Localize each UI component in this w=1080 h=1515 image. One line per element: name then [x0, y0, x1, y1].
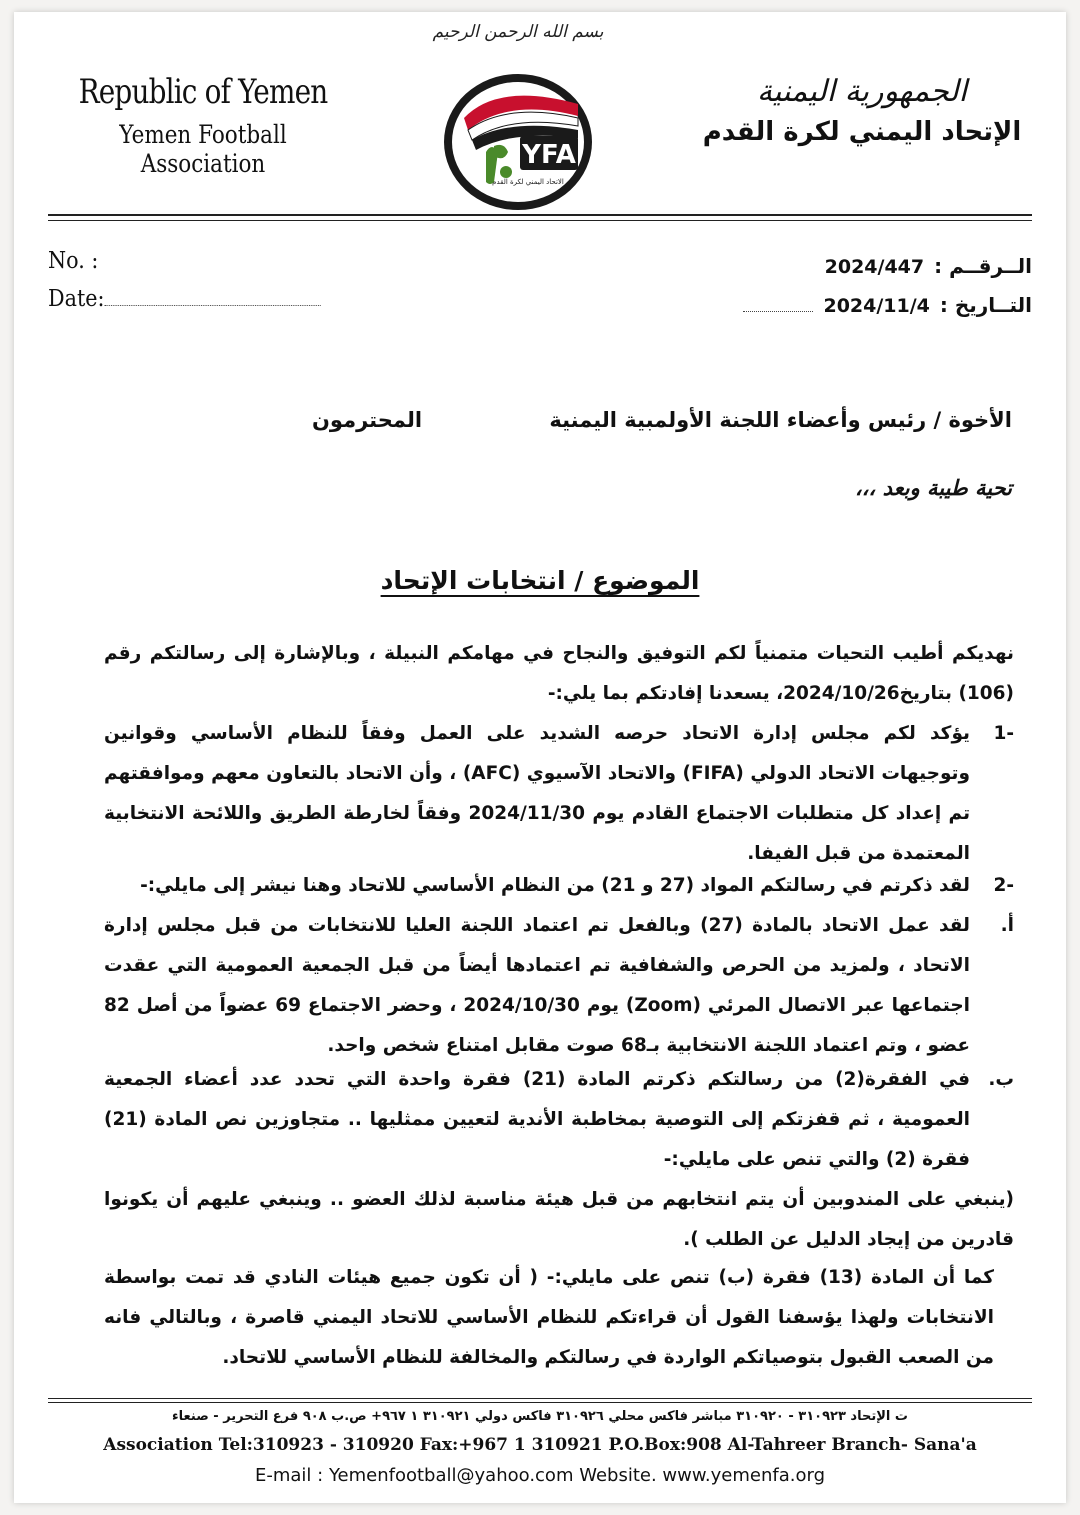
ref-no-ar: [825, 254, 1032, 278]
header-divider: [48, 214, 1032, 216]
header-english: [48, 72, 358, 178]
item-2a: [104, 906, 1014, 1066]
item-1-text: يؤكد لكم مجلس إدارة الاتحاد حرصه الشديد على العمل وفقاً للنظام الأساسي وقوانين وتوجيهات الاتحاد الدولي (FIFA) والاتحاد الآسيوي (AFC) ، وأن الاتحاد بالتعاون معهم وموافقتهم تم إعداد كل متطلبات الاجتماع القادم يوم 2024/11/30 وفقاً لخارطة الطريق واللائحة الانتخابية المعتمدة من قبل الفيفا.: [104, 723, 971, 864]
honorific: المحترمون: [312, 408, 423, 432]
header-en-country: Republic of Yemen: [78, 72, 328, 112]
no-label-en: No. :: [48, 248, 99, 274]
svg-text:YFA: YFA: [522, 140, 576, 170]
item-2-number: -2: [993, 875, 1014, 896]
footer-email-website: E-mail : Yemenfootball@yahoo.com Website. www.yemenfa.org: [255, 1465, 825, 1486]
svg-text:الاتحاد اليمني لكرة القدم: الاتحاد اليمني لكرة القدم: [492, 178, 564, 186]
date-label-ar: التــاريخ :: [939, 293, 1032, 317]
closing-paragraph: كما أن المادة (13) فقرة (ب) تنص على مايلي:- ( أن تكون جميع هيئات النادي قد تمت بواسطة الانتخابات ولهذا يؤسفنا القول أن قراءتكم للنظام الأساسي للاتحاد اليمني قاصرة ، وبالتالي فانه من الصعب القبول بتوصياتكم الواردة في رسالتكم والمخالفة للنظام الأساسي للاتحاد.: [104, 1267, 994, 1368]
greeting: تحية طيبة وبعد ،،،: [854, 476, 1012, 500]
header-ar-association: الإتحاد اليمني لكرة القدم: [702, 117, 1022, 147]
yfa-logo: [428, 22, 608, 212]
no-label-ar: الــرقــم :: [934, 254, 1032, 278]
header-ar-country: الجمهورية اليمنية: [756, 74, 968, 109]
item-2: [104, 866, 1014, 906]
intro-paragraph: نهديكم أطيب التحيات متمنياً لكم التوفيق والنجاح في مهامكم النبيلة ، وبالإشارة إلى رسالتكم رقم (106) بتاريخ2024/10/26، يسعدنا إفادتكم بما يلي:-: [104, 643, 1014, 704]
logo-emblem-icon: [428, 22, 608, 212]
date-dotted-line-ar: [743, 311, 813, 312]
footer-arabic-contacts: ت الإتحاد ٣١٠٩٢٣ - ٣١٠٩٢٠ مباشر فاكس محلي ٣١٠٩٢٦ فاكس دولي ٣١٠٩٢١ ١ ٩٦٧+ ص.ب ٩٠٨ فرع التحرير - صنعاء: [172, 1409, 908, 1424]
addressee-line: [312, 408, 1012, 432]
header-divider-thin: [48, 220, 1032, 221]
ref-date-en: [48, 286, 320, 312]
footer-english-contacts: Association Tel:310923 - 310920 Fax:+967 1 310921 P.O.Box:908 Al-Tahreer Branch- Sana'a: [103, 1435, 977, 1455]
addressee: الأخوة / رئيس وأعضاء اللجنة الأولمبية اليمنية: [549, 408, 1012, 432]
item-2b-text: في الفقرة(2) من رسالتكم ذكرتم المادة (21) فقرة واحدة التي تحدد عدد أعضاء الجمعية العمومية ، ثم قفزتكم إلى التوصية بمخاطبة الأندية لتعيين ممثليها .. متجاوزين نص المادة (21) فقرة (2) والتي تنص على مايلي:-: [104, 1069, 970, 1170]
item-2b-letter: ب.: [988, 1069, 1014, 1090]
item-2b: [104, 1060, 1014, 1180]
ref-no-en: [48, 248, 98, 274]
date-label-en: Date:: [48, 286, 105, 312]
footer-divider-thin: [48, 1402, 1032, 1403]
reference-number: 2024/447: [824, 256, 925, 278]
footer-divider: [48, 1398, 1032, 1399]
ref-date-ar: [743, 293, 1032, 317]
item-1: [104, 714, 1014, 874]
letter-date: 2024/11/4: [823, 295, 930, 317]
quote-paragraph: (ينبغي على المندوبين أن يتم انتخابهم من قبل هيئة مناسبة لذلك العضو .. وينبغي عليهم أن يكونوا قادرين من إيجاد الدليل عن الطلب ).: [104, 1189, 1014, 1250]
header-arabic: [692, 74, 1032, 147]
item-2-text: لقد ذكرتم في رسالتكم المواد (27 و 21) من النظام الأساسي للاتحاد وهنا نيشر إلى مايلي:-: [140, 875, 970, 896]
header-en-association: Yemen Football Association: [119, 120, 287, 178]
item-1-number: -1: [993, 723, 1014, 744]
subject-heading: الموضوع / انتخابات الإتحاد: [380, 566, 700, 595]
item-2a-text: لقد عمل الاتحاد بالمادة (27) وبالفعل تم اعتماد اللجنة العليا للانتخابات من قبل مجلس إدارة الاتحاد ، ولمزيد من الحرص والشفافية تم اعتمادها أيضاً من قبل الجمعية العمومية التي عقدت اجتماعها عبر الاتصال المرئي (Zoom) يوم 2024/10/30 ، وحضر الاجتماع 69 عضواً من أصل 82 عضو ، وتم اعتماد اللجنة الانتخابية بـ68 صوت مقابل امتناع شخص واحد.: [104, 915, 970, 1056]
item-2a-letter: أ.: [1000, 915, 1014, 936]
basmala-calligraphy: بسم الله الرحمن الرحيم: [432, 22, 604, 42]
date-dotted-line: [104, 305, 320, 306]
